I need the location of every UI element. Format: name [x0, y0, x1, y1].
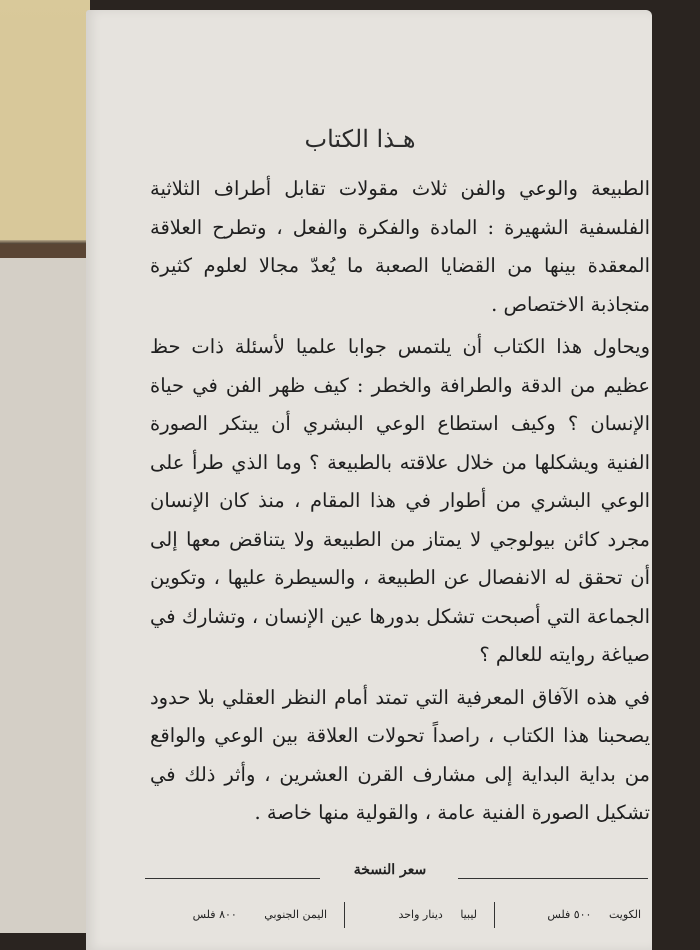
price-country: اليمن الجنوبي — [264, 908, 327, 921]
price-separator — [344, 902, 345, 928]
paragraph-3: في هذه الآفاق المعرفية التي تمتد أمام النظر العقلي بلا حدود يصحبنا هذا الكتاب ، راصداً تحولات العلاقة بين الوعي والواقع من بداية البداية إلى مشارف القرن العشرين ، وأثر ذلك في تشكيل الصورة الفنية عامة ، والقولية منها خاصة . — [150, 685, 650, 824]
cover-top-band — [0, 20, 86, 240]
paragraph-1: الطبيعة والوعي والفن ثلاث مقولات تقابل أطراف الثلاثية الفلسفية الشهيرة : المادة والفكرة والفعل ، وتطرح العلاقة المعقدة بينها من القضايا الصعبة ما يُعدّ مجالا لعلوم كثيرة متجاذبة الاختصاص . — [150, 177, 650, 316]
price-value: ٥٠٠ فلس — [547, 908, 592, 921]
blurb-text — [150, 170, 650, 833]
price-item-south-yemen — [193, 908, 327, 921]
price-separator — [494, 902, 495, 928]
price-country: ليبيا — [460, 908, 477, 921]
price-frame-line-right — [458, 878, 648, 879]
cover-divider-band — [0, 244, 86, 258]
price-frame-line-left — [145, 878, 320, 879]
cover-lower-panel — [0, 258, 86, 933]
price-value: ٨٠٠ فلس — [192, 908, 237, 921]
price-country: الكويت — [608, 908, 641, 921]
price-header: سعر النسخة — [353, 862, 427, 878]
price-value: دينار واحد — [398, 908, 443, 921]
price-item-kuwait — [547, 908, 641, 921]
paragraph-2: ويحاول هذا الكتاب أن يلتمس جوابا علميا لأسئلة ذات حظ عظيم من الدقة والطرافة والخطر : كيف ظهر الفن في حياة الإنسان ؟ وكيف استطاع الوعي البشري أن يبتكر الصورة الفنية ويشكلها من خلال علاقته بالطبيعة ؟ وما الذي طرأ على الوعي البشري من أطوار في هذا المقام ، منذ كان الإنسان مجرد كائن بيولوجي لا يمتاز من الطبيعة ولا يتناقض معها إلى أن تحقق له الانفصال عن الطبيعة ، والسيطرة عليها ، وتكوين الجماعة التي أصبحت تشكل بدورها عين الإنسان ، وتشارك في صياغة روايته للعالم ؟ — [150, 335, 650, 666]
price-item-libya — [398, 908, 477, 921]
page-title: هـذا الكتاب — [304, 125, 416, 153]
